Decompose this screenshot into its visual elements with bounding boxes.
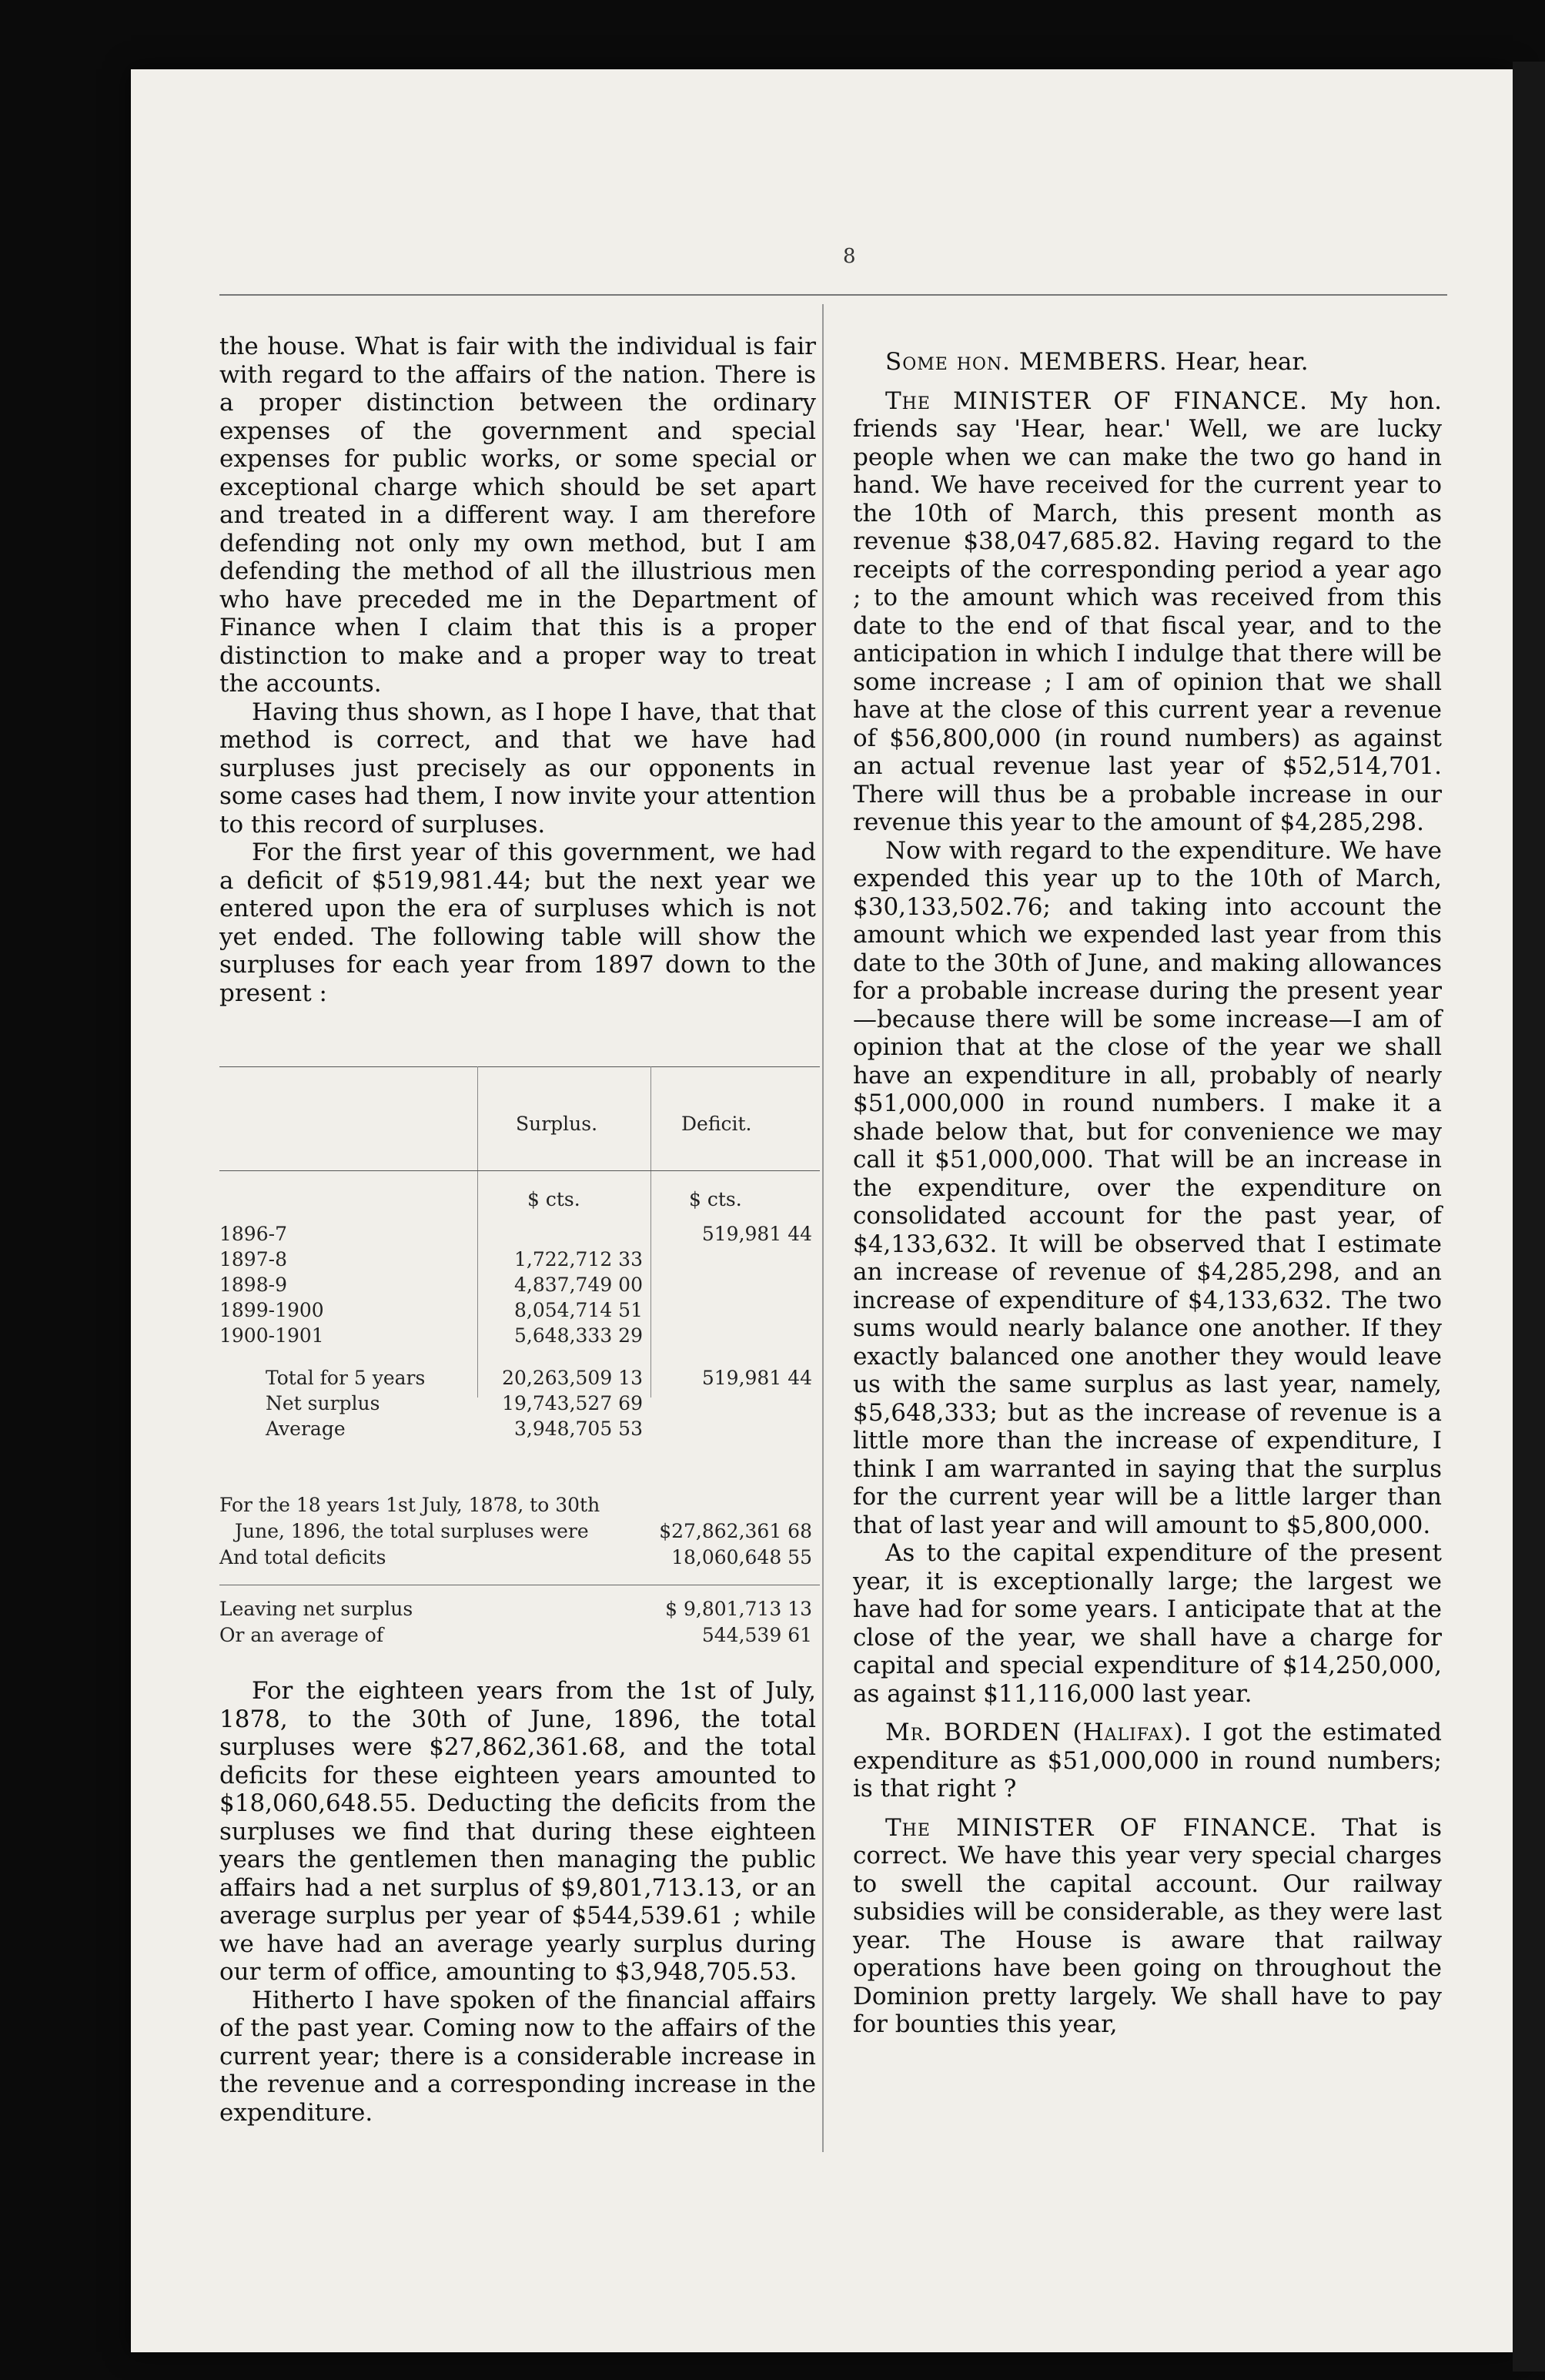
total-surplus: 20,263,509 13 [502,1367,643,1389]
speech [853,348,1442,377]
summary-line: Leaving net surplus [219,1598,413,1620]
table-row-surplus: 8,054,714 51 [514,1299,643,1321]
speaker-name: Mr. BORDEN (Halifax). [885,1719,1192,1746]
header-rule [219,1170,820,1171]
table-column-rule [477,1066,478,1398]
summary-amount: 544,539 61 [701,1624,812,1646]
speech-text: That is correct. We have this year very special charges to swell the capital account. Our railway subsidies will be considerable, as they were last year. The House is aware that railway operations have been going on throughout the Dominion pretty largely. We shall have to pay for bounties this year, [853,1813,1443,2038]
summary-line: June, 1896, the total surpluses were [235,1520,589,1542]
speech-text: Hear, hear. [1175,348,1309,376]
surplus-table [219,1066,820,1567]
paragraph: For the eighteen years from the 1st of July, 1878, to the 30th of June, 1896, the total surpluses were $27,862,361.68, and the total deficits for these eighteen years amounted to $18,060,648.55. Deducting the deficits from the surpluses we find that during these eighteen years the gentlemen then managing the public affairs had a net surplus of $9,801,713.13, or an average surplus per year of $544,539.61 ; while we have had an average yearly surplus during our term of office, amounting to $3,948,705.53. [219,1677,816,1986]
left-column-top [219,333,816,1007]
header-rule [219,294,1447,296]
paragraph: As to the capital expenditure of the present year, it is exceptionally large; the largest we have had for some years. I anticipate that at the close of the year, we shall have a charge for capital and special expenditure of $14,250,000, as against $11,116,000 last year. [853,1539,1442,1708]
table-row-year: 1896-7 [219,1223,287,1245]
table-row-deficit: 519,981 44 [701,1223,812,1245]
total-label: Total for 5 years [266,1367,426,1389]
table-row-year: 1898-9 [219,1274,287,1296]
speaker-name: Some hon. MEMBERS. [885,348,1168,376]
surplus-header: Surplus. [516,1113,598,1135]
total-deficit: 519,981 44 [701,1367,812,1389]
table-row-surplus: 1,722,712 33 [514,1248,643,1270]
deficit-header: Deficit. [681,1113,752,1135]
paragraph: Hitherto I have spoken of the financial affairs of the past year. Coming now to the affairs of the current year; there is a considerable increase in the revenue and a corresponding increase in the expenditure. [219,1986,816,2127]
average-label: Average [266,1418,346,1440]
speech [853,1814,1442,2039]
units-label: $ cts. [527,1188,580,1210]
column-separator [822,304,824,2152]
speech [853,387,1442,837]
units-label: $ cts. [689,1188,742,1210]
paragraph: Having thus shown, as I hope I have, that that method is correct, and that we have had surpluses just precisely as our opponents in some cases had them, I now invite your attention to this record of surpluses. [219,698,816,839]
speech-text: I got the estimated expenditure as $51,000,000 in round numbers; is that right ? [853,1719,1442,1803]
speech-text: My hon. friends say 'Hear, hear.' Well, we are lucky people when we can make the two go hand in hand. We have received for the current year to the 10th of March, this present month as revenue $38,047,685.82. Having regard to the receipts of the corresponding period a year ago ; to the amount which was received from this date to the end of that fiscal year, and to the anticipation in which I indulge that there will be some increase ; I am of opinion that we shall have at the close of this current year a revenue of $56,800,000 (in round numbers) as against an actual revenue last year of $52,514,701. There will thus be a probable increase in our revenue this year to the amount of $4,285,298. [853,387,1442,836]
table-row-year: 1899-1900 [219,1299,324,1321]
table-row-year: 1900-1901 [219,1324,324,1347]
left-column-bottom [219,1677,816,2127]
summary-amount: $27,862,361 68 [659,1520,812,1542]
paragraph: For the first year of this government, we had a deficit of $519,981.44; but the next year we entered upon the era of surpluses which is not yet ended. The following table will show the surpluses for each year from 1897 down to the present : [219,839,816,1007]
table-row-year: 1897-8 [219,1248,287,1270]
summary-line: For the 18 years 1st July, 1878, to 30th [219,1494,600,1516]
table-column-rule [650,1066,651,1398]
paragraph: the house. What is fair with the individual is fair with regard to the affairs of the nation. There is a proper distinction between the ordinary expenses of the government and special expenses for public works, or some special or exceptional charge which should be set apart and treated in a different way. I am therefore defending not only my own method, but I am defending the method of all the illustrious men who have preceded me in the Department of Finance when I claim that this is a proper distinction to make and a proper way to treat the accounts. [219,333,816,698]
speech [853,1719,1442,1803]
page-number: 8 [843,245,856,268]
right-column [853,348,1442,2039]
table-top-rule [219,1066,820,1067]
speaker-name: The MINISTER OF FINANCE. [885,1813,1318,1842]
summary-line: Or an average of [219,1624,384,1646]
table-row-surplus: 4,837,749 00 [514,1274,643,1296]
net-surplus-label: Net surplus [266,1392,380,1414]
summary-amount: 18,060,648 55 [671,1546,812,1568]
scan-edge [1513,62,1545,2372]
net-surplus-value: 19,743,527 69 [502,1392,643,1414]
summary-amount: $ 9,801,713 13 [665,1598,812,1620]
summary-line: And total deficits [219,1546,386,1568]
speaker-name: The MINISTER OF FINANCE. [885,387,1309,415]
table-row-surplus: 5,648,333 29 [514,1324,643,1347]
average-value: 3,948,705 53 [514,1418,643,1440]
paragraph: Now with regard to the expenditure. We have expended this year up to the 10th of March, $30,133,502.76; and taking into account the amount which we expended last year from this date to the 30th of June, and making allowances for a probable increase during the present year—because there will be some increase—I am of opinion that at the close of the year we shall have an expenditure in all, probably of nearly $51,000,000 in round numbers. I make it a shade below that, but for convenience we may call it $51,000,000. That will be an increase in the expenditure, over the expenditure on consolidated account for the past year, of $4,133,632. It will be observed that I estimate an increase of revenue of $4,285,298, and an increase of expenditure of $4,133,632. The two sums would nearly balance one another. If they exactly balanced one another they would leave us with the same surplus as last year, namely, $5,648,333; but as the increase of revenue is a little more than the increase of expenditure, I think I am warranted in saying that the surplus for the current year will be a little larger than that of last year and will amount to $5,800,000. [853,836,1442,1539]
